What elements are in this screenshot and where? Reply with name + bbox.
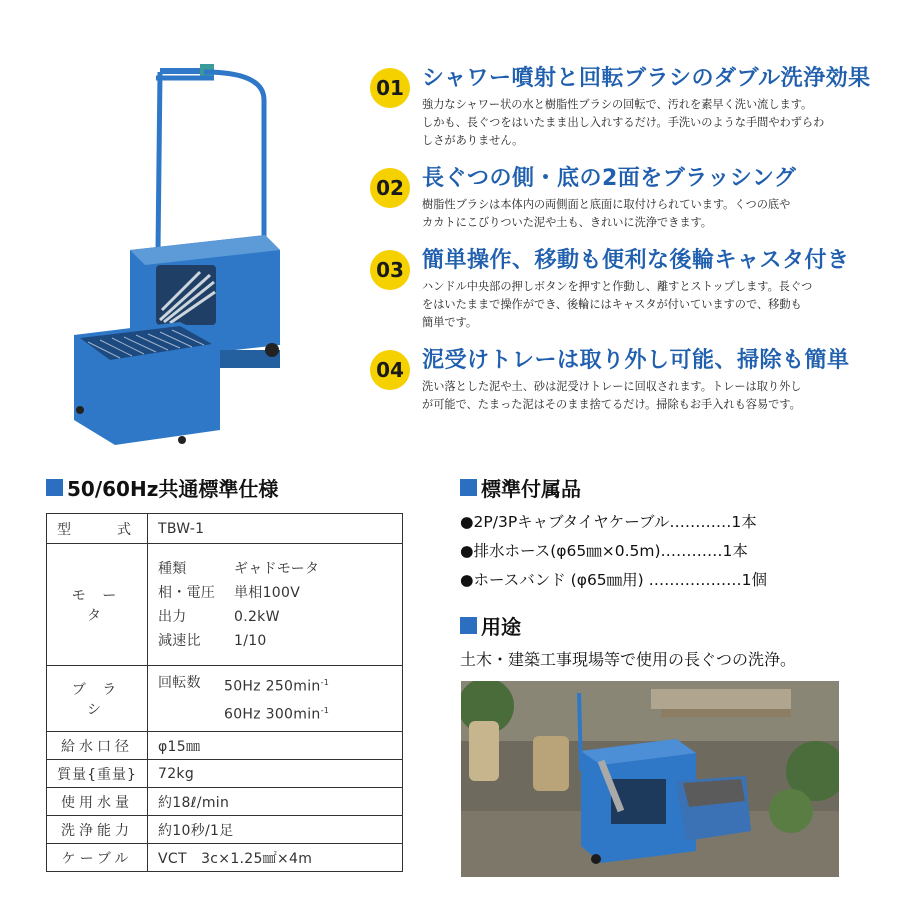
feature-description	[422, 96, 880, 150]
feature-02	[370, 164, 880, 232]
feature-03	[370, 246, 880, 332]
usage-heading-text: 用途	[481, 615, 521, 639]
feature-line: 樹脂性ブラシは本体内の両側面と底面に取付けられています。くつの底や	[422, 198, 791, 211]
motor-specs	[158, 557, 392, 653]
square-bullet-icon	[460, 479, 477, 496]
table-row	[47, 760, 403, 788]
accessories-heading	[460, 473, 581, 502]
spec-value: TBW-1	[148, 514, 403, 544]
table-row	[47, 816, 403, 844]
feature-line: が可能で、たまった泥はそのまま捨てるだけ。掃除もお手入れも容易です。	[422, 398, 801, 411]
feature-line: 洗い落とした泥や土、砂は泥受けトレーに回収されます。トレーは取り外し	[422, 380, 802, 393]
usage-heading	[460, 611, 521, 640]
spec-heading	[46, 473, 278, 502]
feature-number-badge: 02	[370, 168, 410, 208]
accessories-list	[460, 508, 767, 595]
feature-line: しかも、長ぐつをはいたまま出し入れするだけ。手洗いのような手間やわずらわ	[422, 116, 825, 129]
brush-key: 回転数	[158, 674, 201, 691]
brush-60hz: 60Hz 300min	[224, 706, 321, 723]
feature-line: しさがありません。	[422, 134, 524, 147]
accessories-heading-text: 標準付属品	[481, 477, 581, 501]
feature-line: カカトにこびりついた泥や土も、きれいに洗浄できます。	[422, 216, 712, 229]
motor-value: 1/10	[234, 632, 267, 649]
spec-label: 質量{重量}	[47, 760, 148, 788]
usage-text: 土木・建築工事現場等で使用の長ぐつの洗浄。	[460, 650, 797, 669]
motor-key: 種類	[158, 560, 187, 577]
spec-table	[46, 513, 403, 872]
list-item: ●ホースバンド (φ65㎜用) ………………1個	[460, 571, 768, 589]
product-image	[60, 60, 310, 450]
spec-label: 給水口径	[47, 732, 148, 760]
spec-value: 約10秒/1足	[148, 816, 403, 844]
spec-label: モ ー タ	[47, 544, 148, 666]
feature-description	[422, 378, 880, 414]
feature-description	[422, 278, 880, 332]
motor-key: 相・電圧	[158, 584, 216, 601]
motor-key: 出力	[158, 608, 187, 625]
spec-heading-text: 50/60Hz共通標準仕様	[67, 477, 279, 501]
spec-value: VCT 3c×1.25㎟×4m	[148, 844, 403, 872]
spec-value: 72kg	[148, 760, 403, 788]
feature-04	[370, 346, 880, 414]
feature-list	[370, 64, 880, 428]
feature-title: 長ぐつの側・底の2面をブラッシング	[422, 166, 797, 191]
motor-value: 0.2kW	[234, 608, 280, 625]
spec-label: 洗浄能力	[47, 816, 148, 844]
feature-line: 強力なシャワー状の水と樹脂性ブラシの回転で、汚れを素早く洗い流します。	[422, 98, 813, 111]
spec-label: 使用水量	[47, 788, 148, 816]
list-item: ●排水ホース(φ65㎜×0.5m)…………1本	[460, 542, 748, 560]
motor-value: ギャドモータ	[234, 560, 320, 577]
brush-specs: 回転数 50Hz $250\min^{-1}$ 60Hz $300\min^{-1}$	[158, 671, 392, 726]
feature-title: シャワー噴射と回転ブラシのダブル洗浄効果	[422, 66, 871, 91]
site-photo	[461, 681, 839, 877]
motor-value: 単相100V	[234, 584, 301, 601]
spec-label: 型 式	[47, 514, 148, 544]
feature-title: 泥受けトレーは取り外し可能、掃除も簡単	[422, 348, 850, 373]
feature-line: をはいたままで操作ができ、後輪にはキャスタが付いていますので、移動も	[422, 298, 802, 311]
motor-key: 減速比	[158, 632, 201, 649]
spec-label: ケーブル	[47, 844, 148, 872]
table-row	[47, 514, 403, 544]
feature-number-badge: 01	[370, 68, 410, 108]
table-row	[47, 666, 403, 732]
table-row	[47, 788, 403, 816]
spec-value: 約18ℓ/min	[148, 788, 403, 816]
square-bullet-icon	[460, 617, 477, 634]
feature-description	[422, 196, 880, 232]
table-row	[47, 544, 403, 666]
table-row	[47, 732, 403, 760]
brush-50hz: 50Hz 250min	[224, 678, 321, 695]
feature-01	[370, 64, 880, 150]
table-row	[47, 844, 403, 872]
square-bullet-icon	[46, 479, 63, 496]
spec-value: φ15㎜	[148, 732, 403, 760]
feature-number-badge: 04	[370, 350, 410, 390]
feature-number-badge: 03	[370, 250, 410, 290]
feature-line: 簡単です。	[422, 316, 478, 329]
spec-label: ブ ラ シ	[47, 666, 148, 732]
list-item: ●2P/3Pキャブタイヤケーブル…………1本	[460, 513, 757, 531]
feature-title: 簡単操作、移動も便利な後輪キャスタ付き	[422, 248, 850, 273]
feature-line: ハンドル中央部の押しボタンを押すと作動し、離すとストップします。長ぐつ	[422, 280, 813, 293]
